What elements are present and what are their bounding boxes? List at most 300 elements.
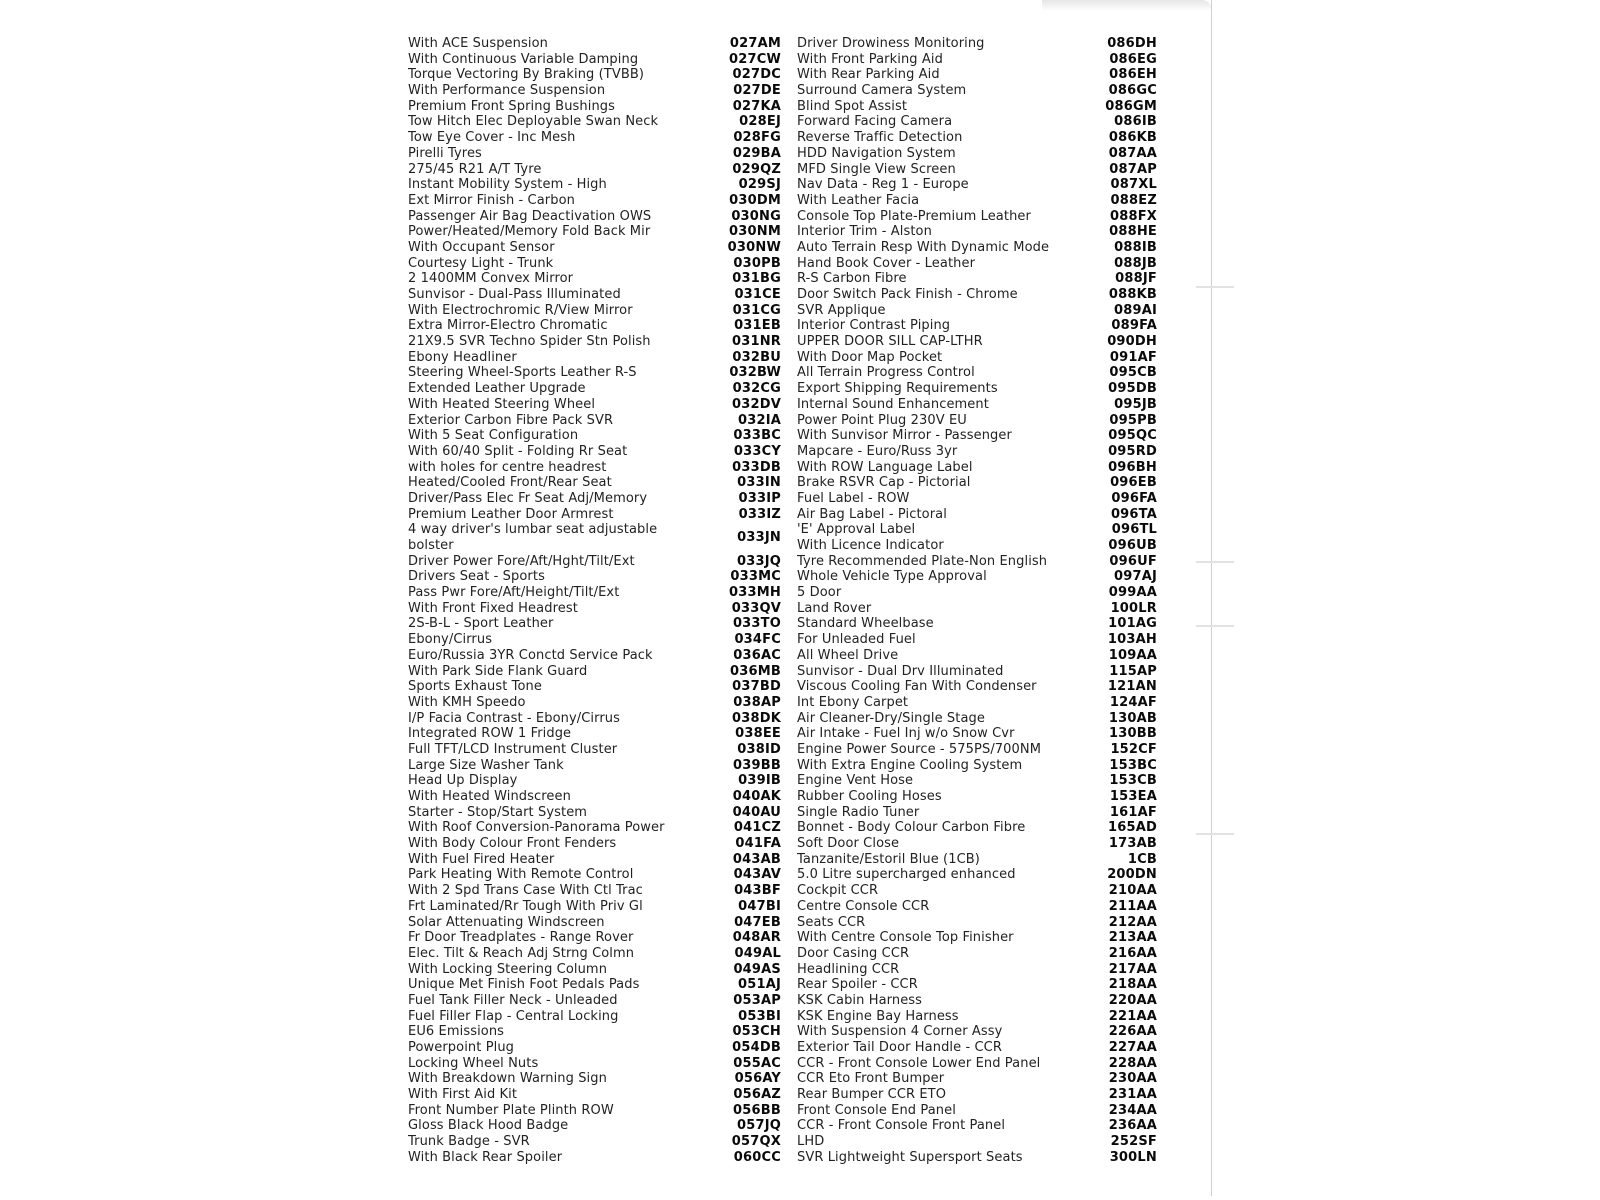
option-row [797, 930, 1157, 946]
option-code: 088IB [1114, 239, 1157, 255]
option-description: Premium Front Spring Bushings [408, 98, 616, 114]
option-row [797, 381, 1157, 397]
option-description: With Extra Engine Cooling System [797, 757, 1023, 773]
option-row [408, 915, 781, 931]
option-row [408, 444, 781, 460]
option-description: Ebony Headliner [408, 349, 517, 365]
option-row [408, 507, 781, 523]
option-description: Driver Drowiness Monitoring [797, 36, 985, 51]
option-row [797, 679, 1157, 695]
option-row [797, 867, 1157, 883]
options-column-left [408, 36, 781, 1166]
option-row [797, 334, 1157, 350]
option-row [408, 334, 781, 350]
option-code: 040AU [732, 804, 781, 820]
option-description: With 2 Spd Trans Case With Ctl Trac [408, 883, 643, 899]
option-code: 040AK [732, 789, 781, 805]
option-description: Heated/Cooled Front/Rear Seat [408, 475, 612, 491]
option-code: 033JQ [736, 553, 781, 569]
option-row [408, 162, 781, 178]
option-code: 033QV [731, 600, 781, 616]
option-code: 033IP [738, 490, 781, 506]
option-description: With Roof Conversion-Panorama Power [408, 820, 665, 836]
option-description: Nav Data - Reg 1 - Europe [797, 177, 969, 193]
option-row [797, 773, 1157, 789]
option-row [408, 177, 781, 193]
option-description: Hand Book Cover - Leather [797, 255, 976, 271]
option-row [408, 554, 781, 570]
option-description: With ACE Suspension [408, 36, 548, 51]
option-description: Int Ebony Carpet [797, 694, 909, 710]
option-row [408, 1118, 781, 1134]
option-row [797, 569, 1157, 585]
option-code: 033BC [733, 428, 781, 444]
option-code: 047BI [738, 898, 781, 914]
option-description: Tanzanite/Estoril Blue (1CB) [797, 851, 980, 867]
option-description: Front Console End Panel [797, 1102, 956, 1118]
option-row [797, 1040, 1157, 1056]
option-code: 048AR [732, 930, 781, 946]
option-description: With Sunvisor Mirror - Passenger [797, 428, 1012, 444]
option-code: 033MH [729, 585, 781, 601]
option-code: 088KB [1108, 287, 1157, 302]
option-code: 033IZ [738, 506, 781, 522]
option-row [408, 946, 781, 962]
option-description: Full TFT/LCD Instrument Cluster [408, 741, 618, 757]
option-description: 'E' Approval Label [797, 522, 916, 538]
option-description: Passenger Air Bag Deactivation OWS [408, 208, 652, 224]
option-code: 130AB [1108, 710, 1157, 726]
option-row [408, 648, 781, 664]
option-code: 057JQ [736, 1118, 781, 1134]
option-description: Gloss Black Hood Badge [408, 1118, 569, 1134]
option-code: 095RD [1108, 443, 1157, 459]
option-row [408, 318, 781, 334]
option-code: 057QX [731, 1134, 781, 1150]
option-code: 090DH [1107, 334, 1157, 350]
option-row [797, 1118, 1157, 1134]
option-row [408, 83, 781, 99]
option-row [797, 491, 1157, 507]
option-description: 21X9.5 SVR Techno Spider Stn Polish [408, 334, 651, 350]
option-code: 109AA [1108, 647, 1157, 663]
option-code: 031CE [734, 287, 781, 302]
option-row [797, 350, 1157, 366]
option-code: 121AN [1107, 679, 1157, 695]
option-row [797, 209, 1157, 225]
option-row [797, 1071, 1157, 1087]
option-description: Ebony/Cirrus [408, 632, 493, 648]
option-row [797, 36, 1157, 52]
option-row [408, 789, 781, 805]
option-row [797, 83, 1157, 99]
option-description: Fuel Filler Flap - Central Locking [408, 1008, 619, 1024]
option-row [408, 146, 781, 162]
option-row [797, 177, 1157, 193]
option-description: Sunvisor - Dual-Pass Illuminated [408, 287, 621, 302]
option-row [797, 883, 1157, 899]
option-description: Rubber Cooling Hoses [797, 789, 942, 804]
option-description: With Black Rear Spoiler [408, 1149, 563, 1165]
option-description: Air Cleaner-Dry/Single Stage [797, 710, 985, 726]
option-code: 227AA [1108, 1040, 1157, 1055]
option-row [797, 805, 1157, 821]
option-description: Power Point Plug 230V EU [797, 412, 967, 428]
option-row [408, 993, 781, 1009]
option-description: Sunvisor - Dual Drv Illuminated [797, 663, 1004, 679]
option-row [797, 522, 1157, 538]
option-row [408, 475, 781, 491]
option-row [797, 303, 1157, 319]
option-row [797, 758, 1157, 774]
option-code: 086KB [1108, 130, 1157, 146]
option-description: Soft Door Close [797, 836, 900, 852]
option-row [408, 193, 781, 209]
option-code: 096UF [1109, 553, 1157, 569]
option-code: 088JB [1114, 255, 1157, 271]
option-code: 095CB [1109, 365, 1157, 381]
option-code: 100LR [1110, 600, 1157, 616]
option-description: Steering Wheel-Sports Leather R-S [408, 365, 637, 381]
option-row [408, 664, 781, 680]
option-description: LHD [797, 1134, 825, 1150]
option-row [797, 648, 1157, 664]
scan-artifact-tick [1196, 561, 1234, 563]
option-description: With Front Fixed Headrest [408, 600, 578, 616]
option-description: Headlining CCR [797, 961, 900, 977]
option-description: Seats CCR [797, 914, 866, 930]
option-row [408, 962, 781, 978]
option-row [797, 899, 1157, 915]
option-description: With Fuel Fired Heater [408, 851, 555, 867]
option-description-line: bolster [408, 538, 454, 554]
option-row [408, 836, 781, 852]
option-row [408, 867, 781, 883]
option-code: 036AC [733, 647, 781, 663]
option-code: 043AV [733, 867, 781, 883]
option-description: Export Shipping Requirements [797, 381, 998, 397]
option-code: 153CB [1109, 773, 1157, 789]
option-description: Mapcare - Euro/Russ 3yr [797, 443, 958, 459]
option-code: 217AA [1108, 961, 1157, 977]
option-code: 087AA [1108, 145, 1157, 161]
option-description: With Door Map Pocket [797, 349, 943, 365]
option-row [408, 52, 781, 68]
option-row [408, 287, 781, 303]
option-description: 5 Door [797, 585, 842, 601]
option-row [797, 318, 1157, 334]
option-row [408, 209, 781, 225]
options-column-right [797, 36, 1157, 1166]
option-description: Drivers Seat - Sports [408, 569, 545, 585]
page-edge-line [1211, 0, 1212, 1196]
option-row [797, 397, 1157, 413]
option-description: All Terrain Progress Control [797, 365, 975, 381]
option-code: 226AA [1108, 1024, 1157, 1040]
option-row [797, 240, 1157, 256]
option-row [408, 381, 781, 397]
option-description: Premium Leather Door Armrest [408, 506, 614, 522]
option-row [408, 820, 781, 836]
option-row [408, 1134, 781, 1150]
option-description: Extra Mirror-Electro Chromatic [408, 318, 608, 334]
option-code: 086DH [1107, 36, 1157, 51]
option-description: With KMH Speedo [408, 694, 526, 710]
option-code: 030NG [731, 208, 781, 224]
option-row [408, 852, 781, 868]
option-row [408, 1150, 781, 1166]
option-row [408, 491, 781, 507]
scan-artifact-tick [1196, 286, 1234, 288]
option-row [797, 460, 1157, 476]
option-code: 097AJ [1113, 569, 1157, 585]
option-row [797, 287, 1157, 303]
option-code: 1CB [1127, 851, 1157, 867]
option-row [408, 883, 781, 899]
option-description: Rear Bumper CCR ETO [797, 1087, 947, 1103]
option-row [797, 146, 1157, 162]
option-description: Reverse Traffic Detection [797, 130, 963, 146]
option-code: 027KA [732, 98, 781, 114]
option-code: 103AH [1107, 632, 1157, 648]
option-row [797, 946, 1157, 962]
option-description: Centre Console CCR [797, 898, 930, 914]
option-code: 096BH [1108, 459, 1157, 475]
option-code: 096UB [1108, 538, 1157, 553]
option-code: 099AA [1108, 585, 1157, 601]
option-description: Engine Vent Hose [797, 773, 914, 789]
option-description: Bonnet - Body Colour Carbon Fibre [797, 820, 1026, 836]
option-row [408, 303, 781, 319]
option-description: CCR Eto Front Bumper [797, 1071, 945, 1087]
option-code: 252SF [1110, 1134, 1157, 1150]
option-code: 030NW [727, 239, 781, 255]
option-code: 038ID [737, 741, 781, 757]
option-code: 086GC [1108, 83, 1157, 99]
option-code: 210AA [1108, 883, 1157, 899]
option-row [797, 977, 1157, 993]
option-code: 220AA [1108, 992, 1157, 1008]
option-row [797, 256, 1157, 272]
option-code: 095PB [1109, 412, 1157, 428]
option-row [797, 224, 1157, 240]
option-description: UPPER DOOR SILL CAP-LTHR [797, 334, 983, 350]
option-description: 5.0 Litre supercharged enhanced [797, 867, 1016, 883]
option-code: 027DE [733, 83, 781, 99]
option-row [797, 193, 1157, 209]
option-description: Sports Exhaust Tone [408, 679, 542, 695]
option-description-line: 4 way driver's lumbar seat adjustable [408, 522, 658, 538]
option-description: With Leather Facia [797, 192, 920, 208]
option-description: Door Casing CCR [797, 945, 910, 961]
option-description: Air Bag Label - Pictoral [797, 506, 947, 522]
option-code: 038AP [733, 694, 781, 710]
option-row [797, 52, 1157, 68]
option-code: 030NM [729, 224, 781, 240]
option-description: I/P Facia Contrast - Ebony/Cirrus [408, 710, 620, 726]
option-code: 221AA [1108, 1008, 1157, 1024]
option-code: 043BF [734, 883, 781, 899]
option-code: 200DN [1107, 867, 1157, 883]
option-code: 027DC [732, 67, 781, 83]
option-code: 032CG [732, 381, 781, 397]
option-row [408, 99, 781, 115]
option-row [408, 632, 781, 648]
option-row [408, 585, 781, 601]
option-row [408, 428, 781, 444]
option-code: 028FG [733, 130, 781, 146]
option-code: 036MB [730, 663, 781, 679]
option-description: Pirelli Tyres [408, 145, 482, 161]
option-description: Console Top Plate-Premium Leather [797, 208, 1031, 224]
option-code: 089AI [1113, 302, 1157, 318]
option-code: 049AS [733, 961, 781, 977]
option-code: 032IA [737, 412, 781, 428]
option-code: 032BU [732, 349, 781, 365]
option-row [408, 522, 781, 553]
option-row [797, 616, 1157, 632]
option-code: 032BW [729, 365, 781, 381]
option-description: KSK Engine Bay Harness [797, 1008, 959, 1024]
option-code: 218AA [1108, 977, 1157, 993]
option-code: 030DM [729, 192, 781, 208]
option-description: Auto Terrain Resp With Dynamic Mode [797, 239, 1050, 255]
option-row [797, 67, 1157, 83]
option-description: With Rear Parking Aid [797, 67, 940, 83]
option-row [797, 993, 1157, 1009]
option-code: 029BA [732, 145, 781, 161]
option-code: 041CZ [733, 820, 781, 836]
option-row [797, 601, 1157, 617]
option-description: CCR - Front Console Lower End Panel [797, 1055, 1041, 1071]
option-row [797, 271, 1157, 287]
option-code: 236AA [1108, 1118, 1157, 1134]
option-row [408, 460, 781, 476]
option-code: 032DV [732, 396, 781, 412]
option-description: With Heated Windscreen [408, 789, 571, 805]
option-description: Elec. Tilt & Reach Adj Strng Colmn [408, 945, 635, 961]
option-description [408, 522, 715, 553]
option-description: Forward Facing Camera [797, 114, 953, 130]
option-description: Unique Met Finish Foot Pedals Pads [408, 977, 640, 993]
option-code: 087XL [1110, 177, 1157, 193]
option-row [797, 585, 1157, 601]
option-code: 039BB [733, 757, 781, 773]
option-code: 054DB [732, 1040, 781, 1056]
option-description: Fuel Tank Filler Neck - Unleaded [408, 992, 618, 1008]
option-row [408, 67, 781, 83]
option-code: 096TA [1110, 506, 1157, 522]
option-code: 060CC [733, 1149, 781, 1165]
option-code: 095JB [1114, 396, 1157, 412]
option-code: 031EB [734, 318, 781, 334]
option-description: Surround Camera System [797, 83, 967, 99]
option-row [797, 664, 1157, 680]
option-code: 056AY [734, 1071, 781, 1087]
option-description: Instant Mobility System - High [408, 177, 607, 193]
option-row [408, 240, 781, 256]
option-row [408, 1009, 781, 1025]
option-description: Courtesy Light - Trunk [408, 255, 554, 271]
option-code: 115AP [1109, 663, 1157, 679]
vehicle-options-table [408, 36, 1157, 1166]
option-description: Pass Pwr Fore/Aft/Height/Tilt/Ext [408, 585, 620, 601]
option-row [408, 758, 781, 774]
option-code: 096TL [1111, 522, 1157, 538]
option-row [408, 114, 781, 130]
option-code: 038EE [735, 726, 781, 742]
option-description: R-S Carbon Fibre [797, 271, 907, 287]
option-code: 124AF [1109, 694, 1157, 710]
option-row [797, 538, 1157, 554]
option-code: 234AA [1108, 1102, 1157, 1118]
option-description: With Continuous Variable Damping [408, 51, 639, 67]
option-row [797, 444, 1157, 460]
option-code: 096FA [1111, 490, 1157, 506]
option-description: Fuel Label - ROW [797, 490, 910, 506]
option-description: With Locking Steering Column [408, 961, 608, 977]
option-row [408, 397, 781, 413]
option-description: 2 1400MM Convex Mirror [408, 271, 574, 287]
option-row [797, 962, 1157, 978]
option-description: With Body Colour Front Fenders [408, 836, 617, 852]
option-code: 029QZ [732, 161, 781, 177]
option-description: Driver/Pass Elec Fr Seat Adj/Memory [408, 490, 648, 506]
option-row [408, 1040, 781, 1056]
option-description: Powerpoint Plug [408, 1040, 515, 1056]
option-code: 053BI [738, 1008, 781, 1024]
option-row [408, 413, 781, 429]
option-code: 089FA [1111, 318, 1157, 334]
option-code: 096EB [1110, 475, 1157, 491]
option-description: Whole Vehicle Type Approval [797, 569, 987, 585]
page-corner-shadow [1042, 0, 1212, 11]
option-row [408, 569, 781, 585]
option-description: Integrated ROW 1 Fridge [408, 726, 572, 742]
option-description: 275/45 R21 A/T Tyre [408, 161, 542, 177]
option-code: 086EH [1109, 67, 1157, 83]
option-row [797, 1150, 1157, 1166]
option-code: 039IB [738, 773, 781, 789]
scan-artifact-tick [1196, 625, 1234, 627]
option-row [408, 616, 781, 632]
scan-artifact-tick [1196, 833, 1234, 835]
option-description: Extended Leather Upgrade [408, 381, 586, 397]
option-description: With Front Parking Aid [797, 51, 943, 67]
option-description: Brake RSVR Cap - Pictorial [797, 475, 971, 491]
option-description: Viscous Cooling Fan With Condenser [797, 679, 1037, 695]
option-code: 056AZ [733, 1087, 781, 1103]
option-description: Locking Wheel Nuts [408, 1055, 539, 1071]
option-row [408, 224, 781, 240]
option-row [797, 1087, 1157, 1103]
option-code: 086GM [1105, 98, 1157, 114]
option-row [408, 1087, 781, 1103]
option-description: Frt Laminated/Rr Tough With Priv Gl [408, 898, 643, 914]
option-code: 161AF [1109, 804, 1157, 820]
option-row [408, 899, 781, 915]
option-row [797, 632, 1157, 648]
option-code: 029SJ [738, 177, 781, 193]
option-description: Power/Heated/Memory Fold Back Mir [408, 224, 651, 240]
option-code: 038DK [731, 710, 781, 726]
option-row [797, 711, 1157, 727]
option-code: 230AA [1108, 1071, 1157, 1087]
option-row [408, 130, 781, 146]
option-description: Standard Wheelbase [797, 616, 934, 632]
option-description: Blind Spot Assist [797, 98, 908, 114]
option-description: With Electrochromic R/View Mirror [408, 302, 633, 318]
